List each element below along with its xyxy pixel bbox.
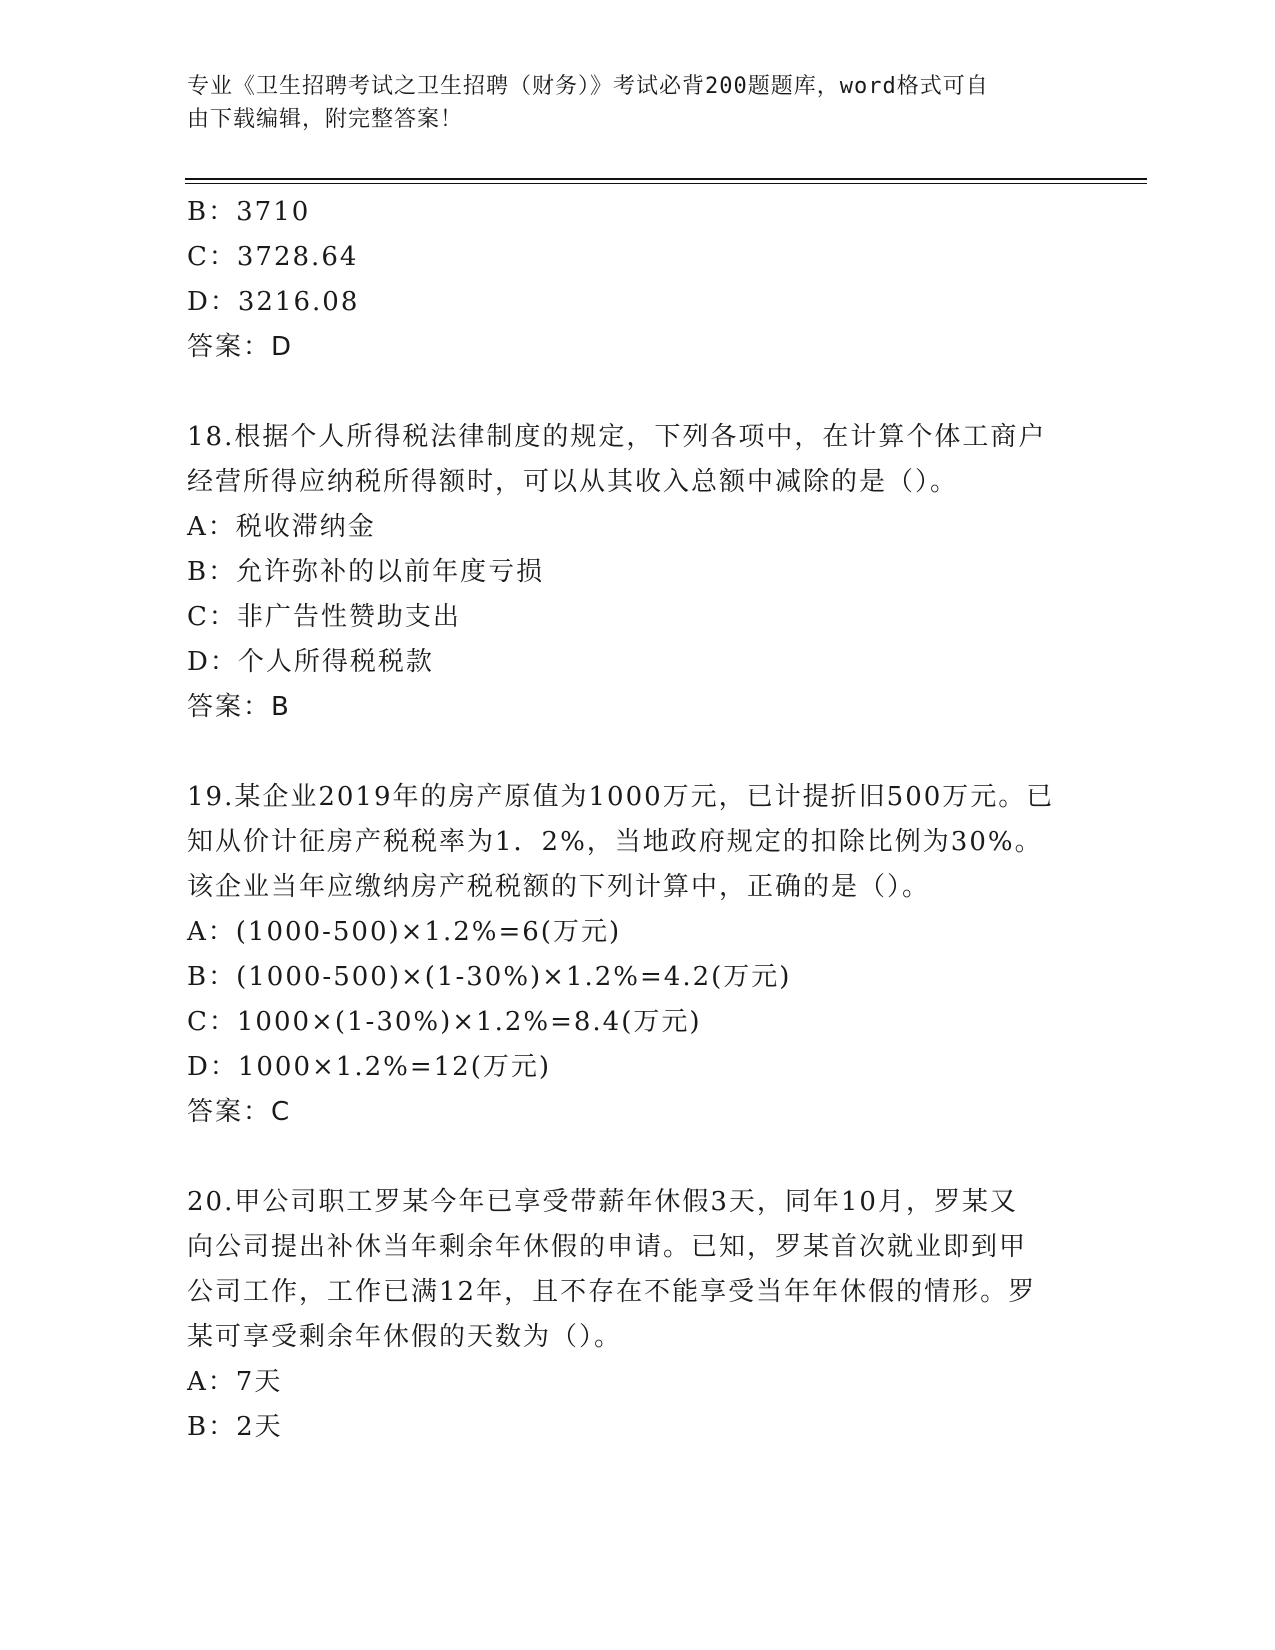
header-line-1: 专业《卫生招聘考试之卫生招聘（财务）》考试必背200题题库，word格式可自 xyxy=(187,74,989,99)
option-c: C：1000×(1-30%)×1.2%=8.4(万元) xyxy=(187,1007,702,1037)
question-20 xyxy=(187,1180,1087,1450)
question-stem: 公司工作，工作已满12年，且不存在不能享受当年年休假的情形。罗 xyxy=(187,1277,1037,1307)
option-d: D：3216.08 xyxy=(187,287,360,317)
option-b: B：(1000-500)×(1-30%)×1.2%=4.2(万元) xyxy=(187,962,792,992)
option-d: D：个人所得税税款 xyxy=(187,647,434,677)
header-rule-thick xyxy=(185,178,1147,180)
question-stem: 20.甲公司职工罗某今年已享受带薪年休假3天，同年10月，罗某又 xyxy=(187,1187,1018,1217)
question-19 xyxy=(187,775,1087,1135)
question-17-remainder xyxy=(187,190,1087,370)
question-stem: 知从价计征房产税税率为1．2%，当地政府规定的扣除比例为30%。 xyxy=(187,827,1043,857)
option-b: B：3710 xyxy=(187,197,311,227)
question-stem: 19.某企业2019年的房产原值为1000万元，已计提折旧500万元。已 xyxy=(187,782,1055,812)
option-d: D：1000×1.2%=12(万元) xyxy=(187,1052,552,1082)
document-header xyxy=(187,70,1067,136)
option-c: C：非广告性赞助支出 xyxy=(187,602,461,632)
question-stem: 经营所得应纳税所得额时，可以从其收入总额中减除的是（）。 xyxy=(187,467,959,497)
question-18 xyxy=(187,415,1087,730)
question-stem: 某可享受剩余年休假的天数为（）。 xyxy=(187,1322,623,1352)
option-b: B：允许弥补的以前年度亏损 xyxy=(187,557,545,587)
option-b: B：2天 xyxy=(187,1412,283,1442)
option-a: A：7天 xyxy=(187,1367,283,1397)
answer: 答案：D xyxy=(187,332,294,362)
option-a: A：税收滞纳金 xyxy=(187,512,376,542)
question-stem: 向公司提出补休当年剩余年休假的申请。已知，罗某首次就业即到甲 xyxy=(187,1232,1028,1262)
header-line-2: 由下载编辑，附完整答案！ xyxy=(187,107,464,132)
option-a: A：(1000-500)×1.2%=6(万元) xyxy=(187,917,622,947)
header-rule-thin xyxy=(185,183,1147,184)
answer: 答案：C xyxy=(187,1097,292,1127)
question-stem: 18.根据个人所得税法律制度的规定，下列各项中，在计算个体工商户 xyxy=(187,422,1047,452)
document-body xyxy=(187,190,1087,1450)
answer: 答案：B xyxy=(187,692,291,722)
question-stem: 该企业当年应缴纳房产税税额的下列计算中，正确的是（）。 xyxy=(187,872,931,902)
option-c: C：3728.64 xyxy=(187,242,359,272)
